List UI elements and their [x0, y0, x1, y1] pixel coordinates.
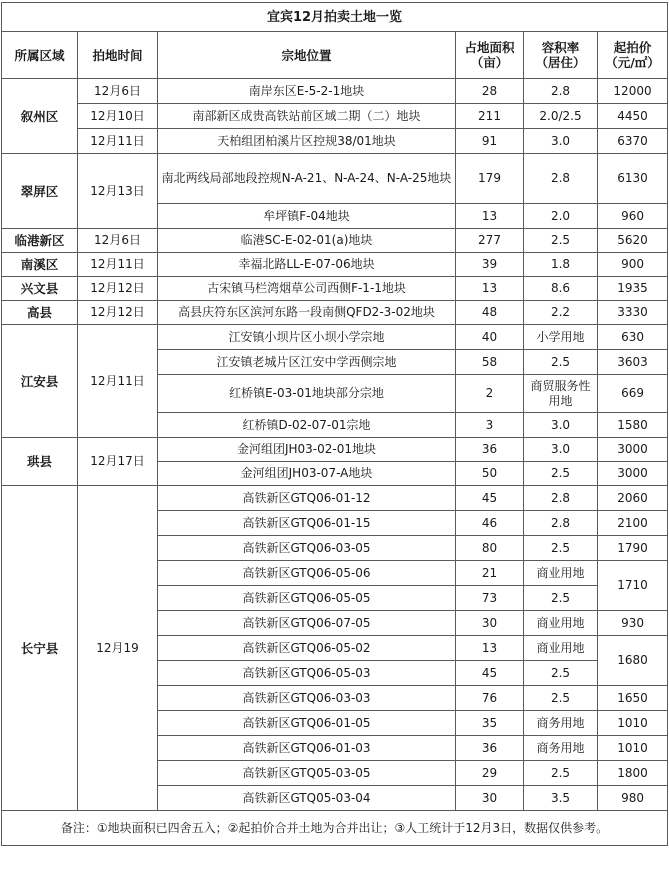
area-cell: 58 [456, 350, 524, 375]
far-cell: 2.0/2.5 [524, 104, 598, 129]
location-cell: 南岸东区E-5-2-1地块 [158, 79, 456, 104]
header-far [524, 32, 598, 79]
land-auction-table-container [1, 2, 667, 846]
location-cell: 高铁新区GTQ05-03-05 [158, 761, 456, 786]
location-cell: 高铁新区GTQ06-05-03 [158, 661, 456, 686]
far-cell: 2.5 [524, 761, 598, 786]
price-cell: 1790 [598, 536, 668, 561]
far-cell: 2.8 [524, 511, 598, 536]
location-cell: 高铁新区GTQ06-01-05 [158, 711, 456, 736]
price-cell: 1710 [598, 561, 668, 611]
area-cell: 45 [456, 661, 524, 686]
header-area-line2: （亩） [470, 55, 509, 70]
header-location: 宗地位置 [158, 32, 456, 79]
price-cell: 1580 [598, 413, 668, 438]
area-cell: 30 [456, 611, 524, 636]
district-cell: 高县 [2, 301, 78, 325]
far-cell: 3.0 [524, 413, 598, 438]
district-cell: 叙州区 [2, 79, 78, 154]
location-cell: 幸福北路LL-E-07-06地块 [158, 253, 456, 277]
location-cell: 南部新区成贵高铁站前区域二期（二）地块 [158, 104, 456, 129]
area-cell: 13 [456, 636, 524, 661]
area-cell: 40 [456, 325, 524, 350]
location-cell: 高铁新区GTQ06-03-05 [158, 536, 456, 561]
district-cell: 江安县 [2, 325, 78, 438]
date-cell: 12月10日 [78, 104, 158, 129]
price-cell: 1010 [598, 711, 668, 736]
header-row [2, 32, 668, 79]
area-cell: 211 [456, 104, 524, 129]
price-cell: 1650 [598, 686, 668, 711]
header-price-line1: 起拍价 [613, 40, 652, 55]
far-cell: 2.5 [524, 661, 598, 686]
area-cell: 30 [456, 786, 524, 811]
table-row [2, 301, 668, 325]
far-cell: 小学用地 [524, 325, 598, 350]
location-cell: 江安镇小坝片区小坝小学宗地 [158, 325, 456, 350]
date-cell: 12月11日 [78, 129, 158, 154]
date-cell: 12月6日 [78, 79, 158, 104]
area-cell: 48 [456, 301, 524, 325]
location-cell: 南北两线局部地段控规N-A-21、N-A-24、N-A-25地块 [158, 154, 456, 204]
price-cell: 2060 [598, 486, 668, 511]
table-row [2, 277, 668, 301]
location-cell: 江安镇老城片区江安中学西侧宗地 [158, 350, 456, 375]
table-row [2, 486, 668, 511]
header-price [598, 32, 668, 79]
district-cell: 兴文县 [2, 277, 78, 301]
table-row [2, 154, 668, 204]
land-auction-table [1, 2, 668, 846]
header-far-line2: （居住） [535, 55, 586, 70]
far-cell: 商业用地 [524, 636, 598, 661]
area-cell: 277 [456, 229, 524, 253]
area-cell: 35 [456, 711, 524, 736]
price-cell: 960 [598, 204, 668, 229]
price-cell: 2100 [598, 511, 668, 536]
far-cell: 2.8 [524, 486, 598, 511]
header-date: 拍地时间 [78, 32, 158, 79]
location-cell: 天柏组团柏溪片区控规38/01地块 [158, 129, 456, 154]
far-cell: 商业用地 [524, 561, 598, 586]
table-row [2, 253, 668, 277]
header-price-line2: （元/㎡） [605, 55, 660, 70]
far-cell: 1.8 [524, 253, 598, 277]
far-cell: 2.5 [524, 586, 598, 611]
table-row [2, 229, 668, 253]
price-cell: 980 [598, 786, 668, 811]
far-cell: 2.8 [524, 154, 598, 204]
location-cell: 牟坪镇F-04地块 [158, 204, 456, 229]
district-cell: 长宁县 [2, 486, 78, 811]
price-cell: 900 [598, 253, 668, 277]
date-cell: 12月17日 [78, 438, 158, 486]
area-cell: 2 [456, 375, 524, 413]
area-cell: 45 [456, 486, 524, 511]
area-cell: 29 [456, 761, 524, 786]
table-row [2, 104, 668, 129]
price-cell: 6130 [598, 154, 668, 204]
far-cell: 商务用地 [524, 736, 598, 761]
far-cell: 2.5 [524, 350, 598, 375]
far-cell: 3.0 [524, 129, 598, 154]
location-cell: 红桥镇D-02-07-01宗地 [158, 413, 456, 438]
header-area [456, 32, 524, 79]
far-cell: 商业用地 [524, 611, 598, 636]
date-cell: 12月11日 [78, 253, 158, 277]
table-row [2, 438, 668, 462]
table-row [2, 325, 668, 350]
area-cell: 13 [456, 204, 524, 229]
location-cell: 高铁新区GTQ06-05-02 [158, 636, 456, 661]
header-area-line1: 占地面积 [464, 40, 515, 55]
area-cell: 80 [456, 536, 524, 561]
location-cell: 红桥镇E-03-01地块部分宗地 [158, 375, 456, 413]
area-cell: 76 [456, 686, 524, 711]
area-cell: 28 [456, 79, 524, 104]
far-cell: 8.6 [524, 277, 598, 301]
far-cell: 2.5 [524, 536, 598, 561]
table-title: 宜宾12月拍卖土地一览 [2, 3, 668, 32]
location-cell: 临港SC-E-02-01(a)地块 [158, 229, 456, 253]
area-cell: 179 [456, 154, 524, 204]
header-far-line1: 容积率 [541, 40, 580, 55]
price-cell: 12000 [598, 79, 668, 104]
location-cell: 高铁新区GTQ05-03-04 [158, 786, 456, 811]
price-cell: 5620 [598, 229, 668, 253]
price-cell: 930 [598, 611, 668, 636]
date-cell: 12月11日 [78, 325, 158, 438]
location-cell: 高县庆符东区滨河东路一段南侧QFD2-3-02地块 [158, 301, 456, 325]
table-row [2, 79, 668, 104]
date-cell: 12月13日 [78, 154, 158, 229]
location-cell: 金河组团JH03-02-01地块 [158, 438, 456, 462]
area-cell: 21 [456, 561, 524, 586]
price-cell: 630 [598, 325, 668, 350]
area-cell: 46 [456, 511, 524, 536]
far-cell: 商贸服务性用地 [524, 375, 598, 413]
far-cell: 商务用地 [524, 711, 598, 736]
date-cell: 12月19 [78, 486, 158, 811]
area-cell: 91 [456, 129, 524, 154]
location-cell: 高铁新区GTQ06-07-05 [158, 611, 456, 636]
location-cell: 高铁新区GTQ06-05-06 [158, 561, 456, 586]
area-cell: 73 [456, 586, 524, 611]
far-cell: 2.5 [524, 462, 598, 486]
area-cell: 36 [456, 736, 524, 761]
table-row [2, 129, 668, 154]
footnote: 备注：①地块面积已四舍五入；②起拍价合并土地为合并出让；③人工统计于12月3日，数据仅供参考。 [2, 811, 668, 846]
location-cell: 金河组团JH03-07-A地块 [158, 462, 456, 486]
price-cell: 6370 [598, 129, 668, 154]
date-cell: 12月12日 [78, 301, 158, 325]
price-cell: 1800 [598, 761, 668, 786]
far-cell: 2.5 [524, 686, 598, 711]
location-cell: 高铁新区GTQ06-01-15 [158, 511, 456, 536]
far-cell: 2.5 [524, 229, 598, 253]
area-cell: 50 [456, 462, 524, 486]
header-district: 所属区域 [2, 32, 78, 79]
area-cell: 13 [456, 277, 524, 301]
price-cell: 3000 [598, 462, 668, 486]
location-cell: 高铁新区GTQ06-05-05 [158, 586, 456, 611]
location-cell: 古宋镇马栏湾烟草公司西侧F-1-1地块 [158, 277, 456, 301]
far-cell: 3.5 [524, 786, 598, 811]
far-cell: 3.0 [524, 438, 598, 462]
district-cell: 翠屏区 [2, 154, 78, 229]
location-cell: 高铁新区GTQ06-01-03 [158, 736, 456, 761]
area-cell: 39 [456, 253, 524, 277]
far-cell: 2.0 [524, 204, 598, 229]
price-cell: 1680 [598, 636, 668, 686]
price-cell: 3330 [598, 301, 668, 325]
price-cell: 669 [598, 375, 668, 413]
area-cell: 36 [456, 438, 524, 462]
district-cell: 南溪区 [2, 253, 78, 277]
price-cell: 3603 [598, 350, 668, 375]
date-cell: 12月12日 [78, 277, 158, 301]
price-cell: 3000 [598, 438, 668, 462]
district-cell: 临港新区 [2, 229, 78, 253]
price-cell: 1935 [598, 277, 668, 301]
far-cell: 2.8 [524, 79, 598, 104]
location-cell: 高铁新区GTQ06-03-03 [158, 686, 456, 711]
district-cell: 珙县 [2, 438, 78, 486]
price-cell: 1010 [598, 736, 668, 761]
date-cell: 12月6日 [78, 229, 158, 253]
location-cell: 高铁新区GTQ06-01-12 [158, 486, 456, 511]
price-cell: 4450 [598, 104, 668, 129]
far-cell: 2.2 [524, 301, 598, 325]
area-cell: 3 [456, 413, 524, 438]
